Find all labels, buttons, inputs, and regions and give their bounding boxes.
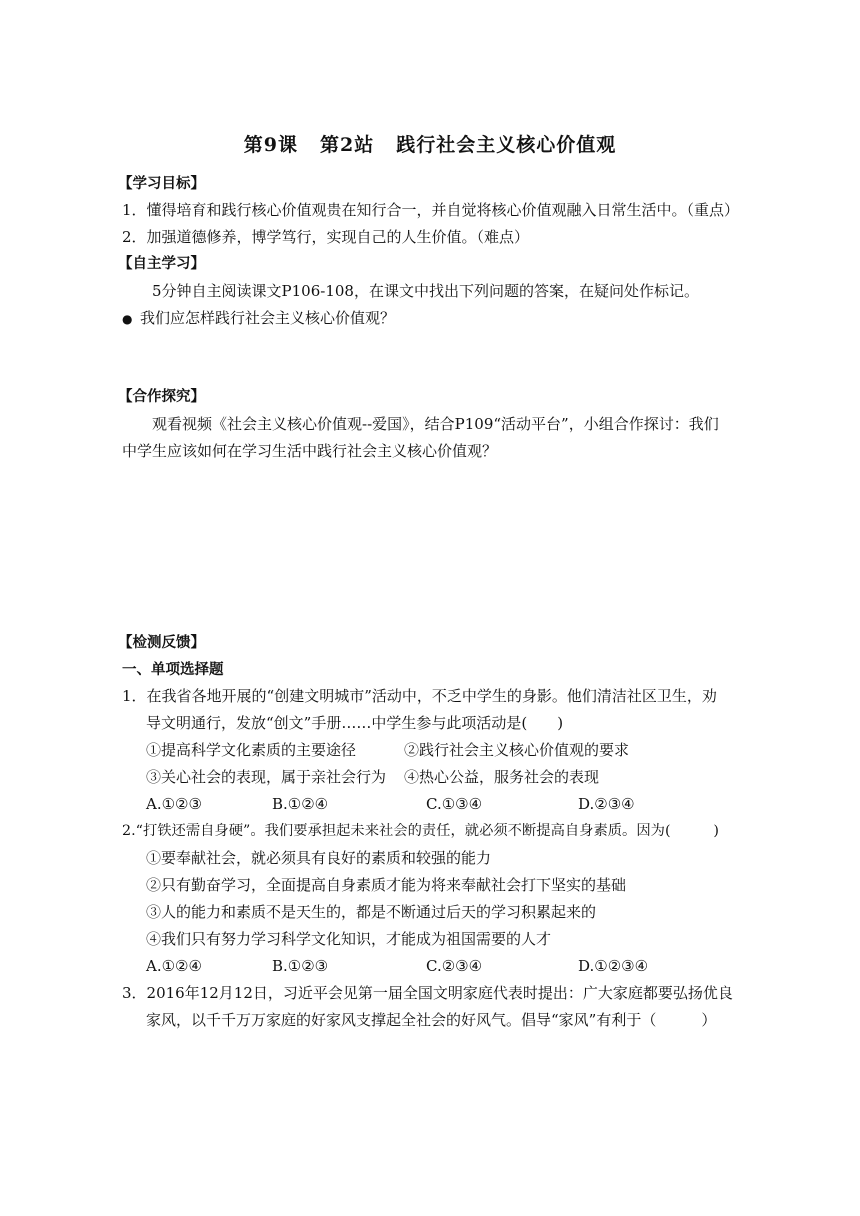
question-1-statement: ①提高科学文化素质的主要途径 — [146, 741, 357, 759]
topic-label: 践行社会主义核心价值观 — [396, 134, 617, 156]
question-2-option-d: D.①②③④ — [578, 957, 649, 975]
cooperation-heading: 【合作探究】 — [118, 389, 205, 405]
question-2-statement: ③人的能力和素质不是天生的，都是不断通过后天的学习积累起来的 — [146, 903, 597, 921]
self-study-question — [122, 308, 395, 329]
question-2-statement: ①要奉献社会，就必须具有良好的素质和较强的能力 — [146, 849, 492, 867]
bullet-icon: ● — [122, 312, 133, 326]
question-2-option-b: B.①②③ — [272, 957, 329, 975]
section-heading: 一、单项选择题 — [122, 662, 224, 678]
cooperation-text-line: 观看视频《社会主义核心价值观--爱国》，结合P109“活动平台”，小组合作探讨：我们 — [152, 415, 719, 433]
question-2-option-c: C.②③④ — [426, 957, 483, 975]
objective-item: 1．懂得培育和践行核心价值观贵在知行合一，并自觉将核心价值观融入日常生活中。（重点） — [122, 201, 740, 219]
lesson-label: 第9课 — [243, 134, 298, 156]
cooperation-text-line: 中学生应该如何在学习生活中践行社会主义核心价值观？ — [122, 442, 498, 460]
question-2-option-a: A.①②④ — [146, 957, 202, 975]
question-3-stem: 家风，以千千万万家庭的好家风支撑起全社会的好风气。倡导“家风”有利于（ ） — [146, 1011, 717, 1029]
station-label: 第2站 — [319, 134, 375, 156]
question-2-stem: 2.“打铁还需自身硬”。我们要承担起未来社会的责任，就必须不断提高自身素质。因为( ) — [122, 823, 719, 839]
self-study-instruction: 5分钟自主阅读课文P106-108，在课文中找出下列问题的答案，在疑问处作标记。 — [152, 282, 699, 300]
question-2-statement: ④我们只有努力学习科学文化知识，才能成为祖国需要的人才 — [146, 930, 552, 948]
question-1-stem: 导文明通行，发放“创文”手册……中学生参与此项活动是( ) — [146, 714, 564, 732]
question-1-option-b: B.①②④ — [272, 795, 329, 813]
question-1-option-a: A.①②③ — [146, 795, 202, 813]
question-1-option-c: C.①③④ — [426, 795, 483, 813]
feedback-heading: 【检测反馈】 — [118, 635, 205, 651]
question-1-statement: ④热心公益，服务社会的表现 — [404, 768, 600, 786]
question-1-statement: ②践行社会主义核心价值观的要求 — [404, 741, 630, 759]
question-1-stem: 1．在我省各地开展的“创建文明城市”活动中，不乏中学生的身影。他们清洁社区卫生，劝 — [122, 687, 717, 705]
objectives-heading: 【学习目标】 — [118, 176, 205, 192]
objective-item: 2．加强道德修养，博学笃行，实现自己的人生价值。（难点） — [122, 228, 530, 246]
question-1-statement: ③关心社会的表现，属于亲社会行为 — [146, 768, 387, 786]
page-title — [0, 132, 860, 158]
question-1-option-d: D.②③④ — [578, 795, 635, 813]
question-2-statement: ②只有勤奋学习，全面提高自身素质才能为将来奉献社会打下坚实的基础 — [146, 876, 627, 894]
self-study-heading: 【自主学习】 — [118, 256, 205, 272]
question-3-stem: 3．2016年12月12日，习近平会见第一届全国文明家庭代表时提出：广大家庭都要弘扬优良 — [122, 984, 733, 1002]
question-text: 我们应怎样践行社会主义核心价值观？ — [140, 309, 396, 327]
